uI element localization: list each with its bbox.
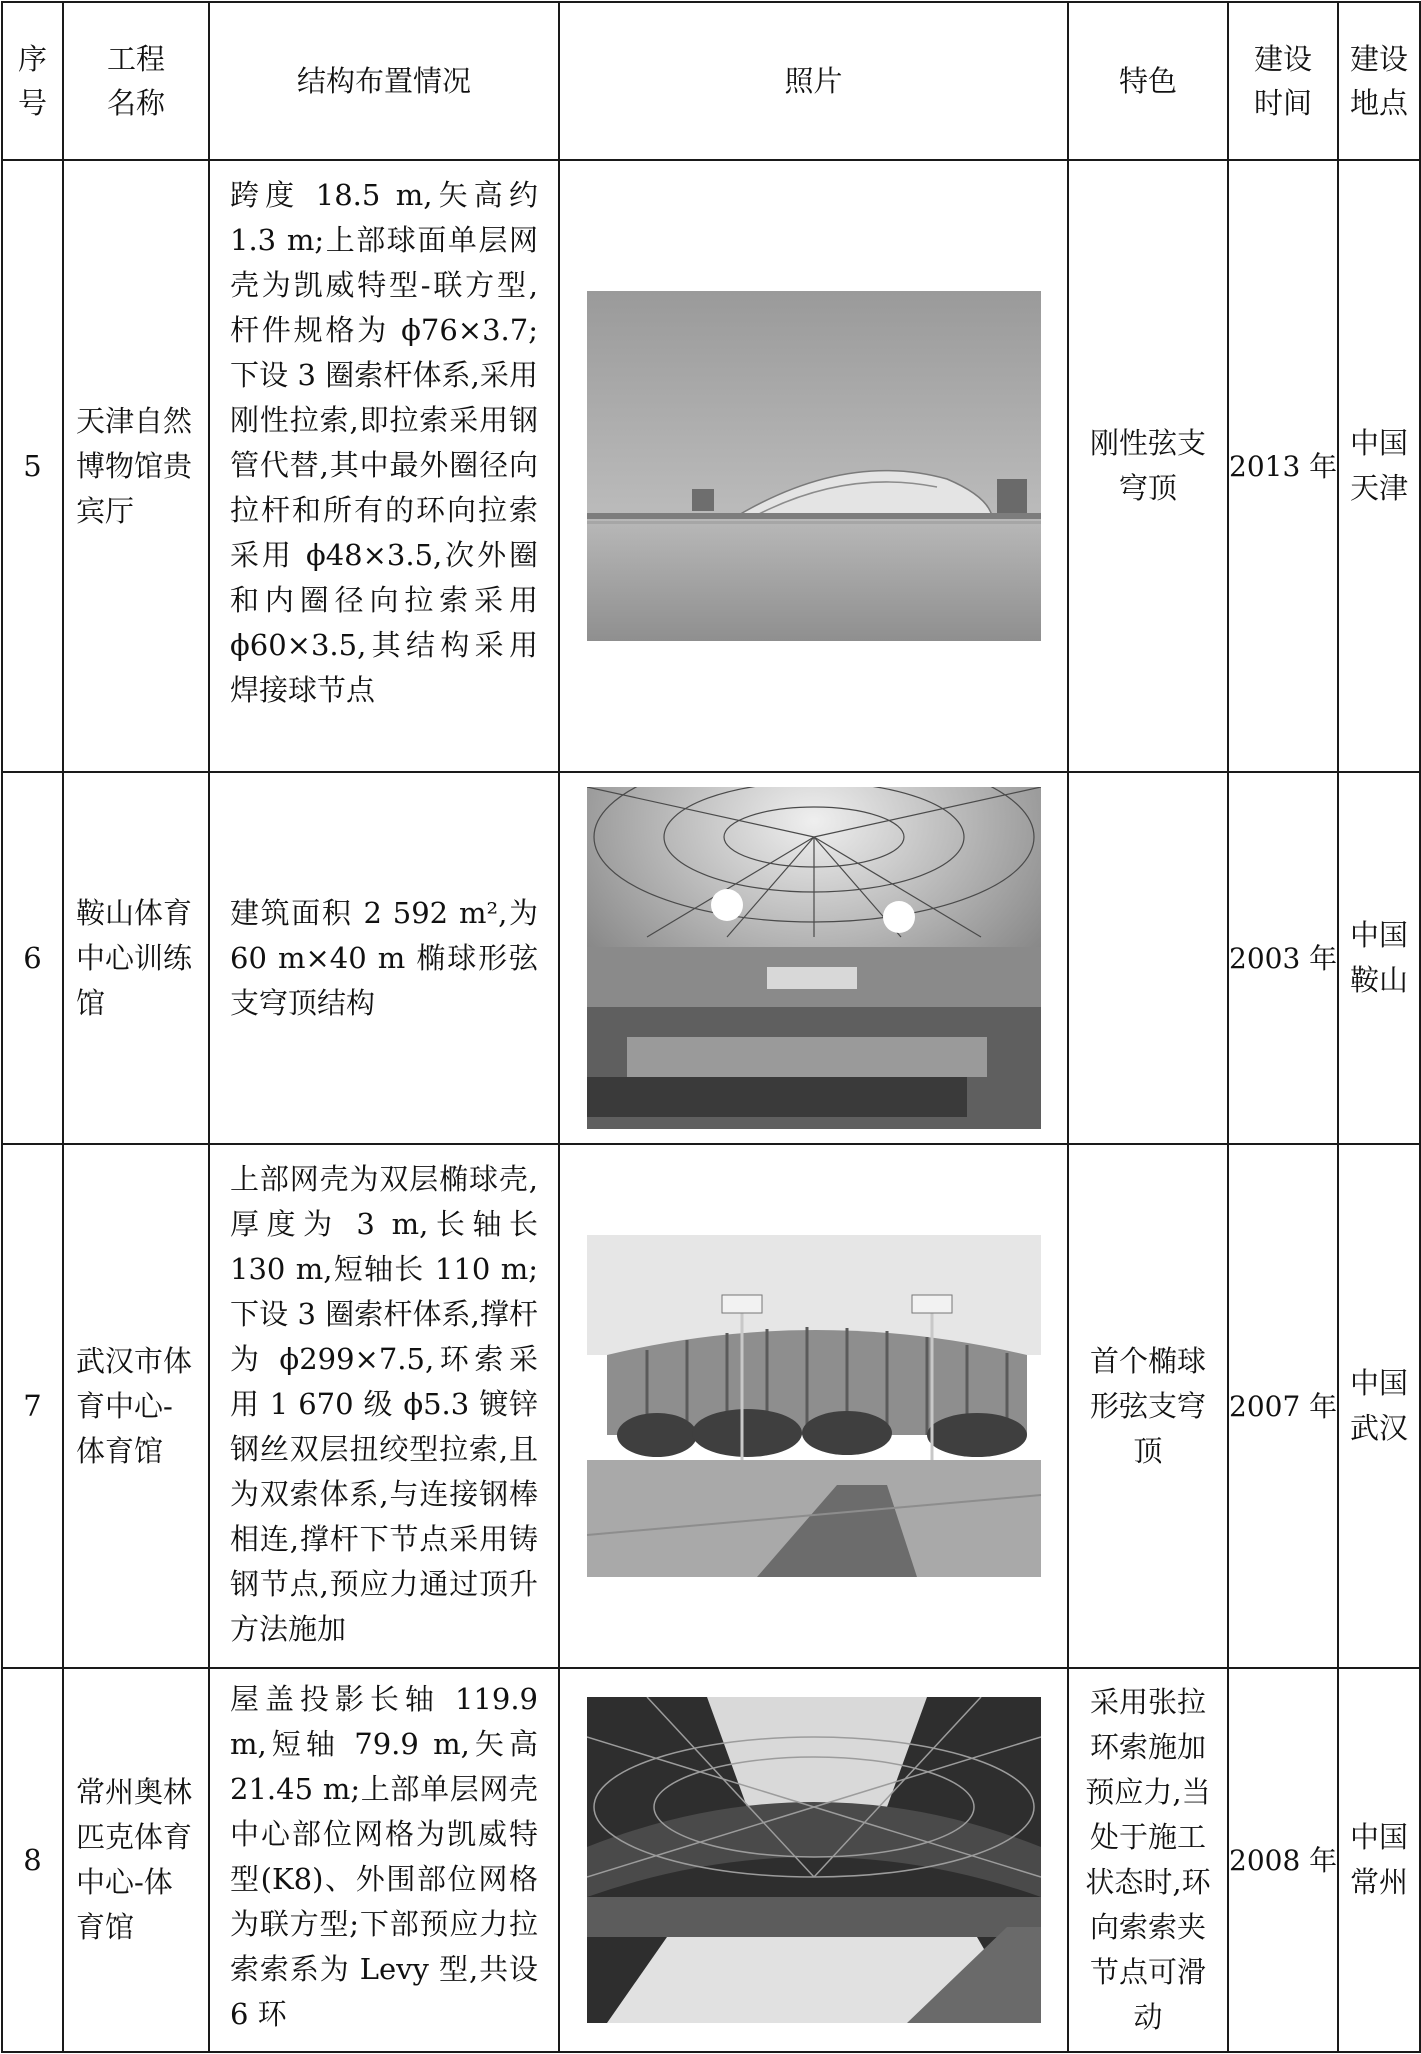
build-place: 中国武汉	[1338, 1144, 1420, 1668]
header-name: 工程 名称	[63, 2, 209, 160]
build-time: 2013 年	[1228, 160, 1338, 772]
header-time: 建设 时间	[1228, 2, 1338, 160]
build-place: 中国常州	[1338, 1668, 1420, 2052]
build-place: 中国鞍山	[1338, 772, 1420, 1144]
gymnasium-exterior-photo	[587, 1235, 1041, 1577]
photo-cell	[559, 1144, 1068, 1668]
feature: 采用张拉环索施加预应力,当处于施工状态时,环向索索夹节点可滑动	[1068, 1668, 1228, 2052]
row-index: 5	[2, 160, 63, 772]
photo-cell	[559, 1668, 1068, 2052]
row-index: 8	[2, 1668, 63, 2052]
structure-description: 上部网壳为双层椭球壳,厚度为 3 m,长轴长 130 m,短轴长 110 m;下设 3 圈索杆体系,撑杆为 ϕ299×7.5,环索采用 1 670 级 ϕ5.3 镀锌钢丝双层扭绞型拉索,且为双索体系,与连接钢棒相连,撑杆下节点采用铸钢节点,预应力通过顶升方法施加	[209, 1144, 559, 1668]
header-place: 建设 地点	[1338, 2, 1420, 160]
header-row	[2, 2, 1420, 160]
build-time: 2003 年	[1228, 772, 1338, 1144]
structure-description: 屋盖投影长轴 119.9 m,短轴 79.9 m,矢高 21.45 m;上部单层网壳中心部位网格为凯威特型(K8)、外围部位网格为联方型;下部预应力拉索索系为 Levy 型,共设 6 环	[209, 1668, 559, 2052]
feature: 刚性弦支穹顶	[1068, 160, 1228, 772]
photo-cell	[559, 772, 1068, 1144]
table-row	[2, 1144, 1420, 1668]
project-name: 常州奥林匹克体育中心-体育馆	[63, 1668, 209, 2052]
structure-description: 跨度 18.5 m,矢高约 1.3 m;上部球面单层网壳为凯威特型-联方型,杆件规格为 ϕ76×3.7;下设 3 圈索杆体系,采用刚性拉索,即拉索采用钢管代替,其中最外圈径向拉杆和所有的环向拉索采用 ϕ48×3.5,次外圈和内圈径向拉索采用 ϕ60×3.5,其结构采用焊接球节点	[209, 160, 559, 772]
header-feature: 特色	[1068, 2, 1228, 160]
project-name: 鞍山体育中心训练馆	[63, 772, 209, 1144]
build-time: 2007 年	[1228, 1144, 1338, 1668]
feature	[1068, 772, 1228, 1144]
header-description: 结构布置情况	[209, 2, 559, 160]
feature: 首个椭球形弦支穹顶	[1068, 1144, 1228, 1668]
header-photo: 照片	[559, 2, 1068, 160]
build-time: 2008 年	[1228, 1668, 1338, 2052]
photo-cell	[559, 160, 1068, 772]
header-index: 序 号	[2, 2, 63, 160]
build-place: 中国天津	[1338, 160, 1420, 772]
arena-interior-photo	[587, 787, 1041, 1129]
row-index: 6	[2, 772, 63, 1144]
stadium-exterior-photo	[587, 291, 1041, 641]
project-name: 武汉市体育中心-体育馆	[63, 1144, 209, 1668]
project-name: 天津自然博物馆贵宾厅	[63, 160, 209, 772]
arena-roof-interior-photo	[587, 1697, 1041, 2023]
projects-table	[1, 1, 1421, 2053]
row-index: 7	[2, 1144, 63, 1668]
table-row	[2, 160, 1420, 772]
table-row	[2, 1668, 1420, 2052]
table-row	[2, 772, 1420, 1144]
structure-description: 建筑面积 2 592 m²,为 60 m×40 m 椭球形弦支穹顶结构	[209, 772, 559, 1144]
